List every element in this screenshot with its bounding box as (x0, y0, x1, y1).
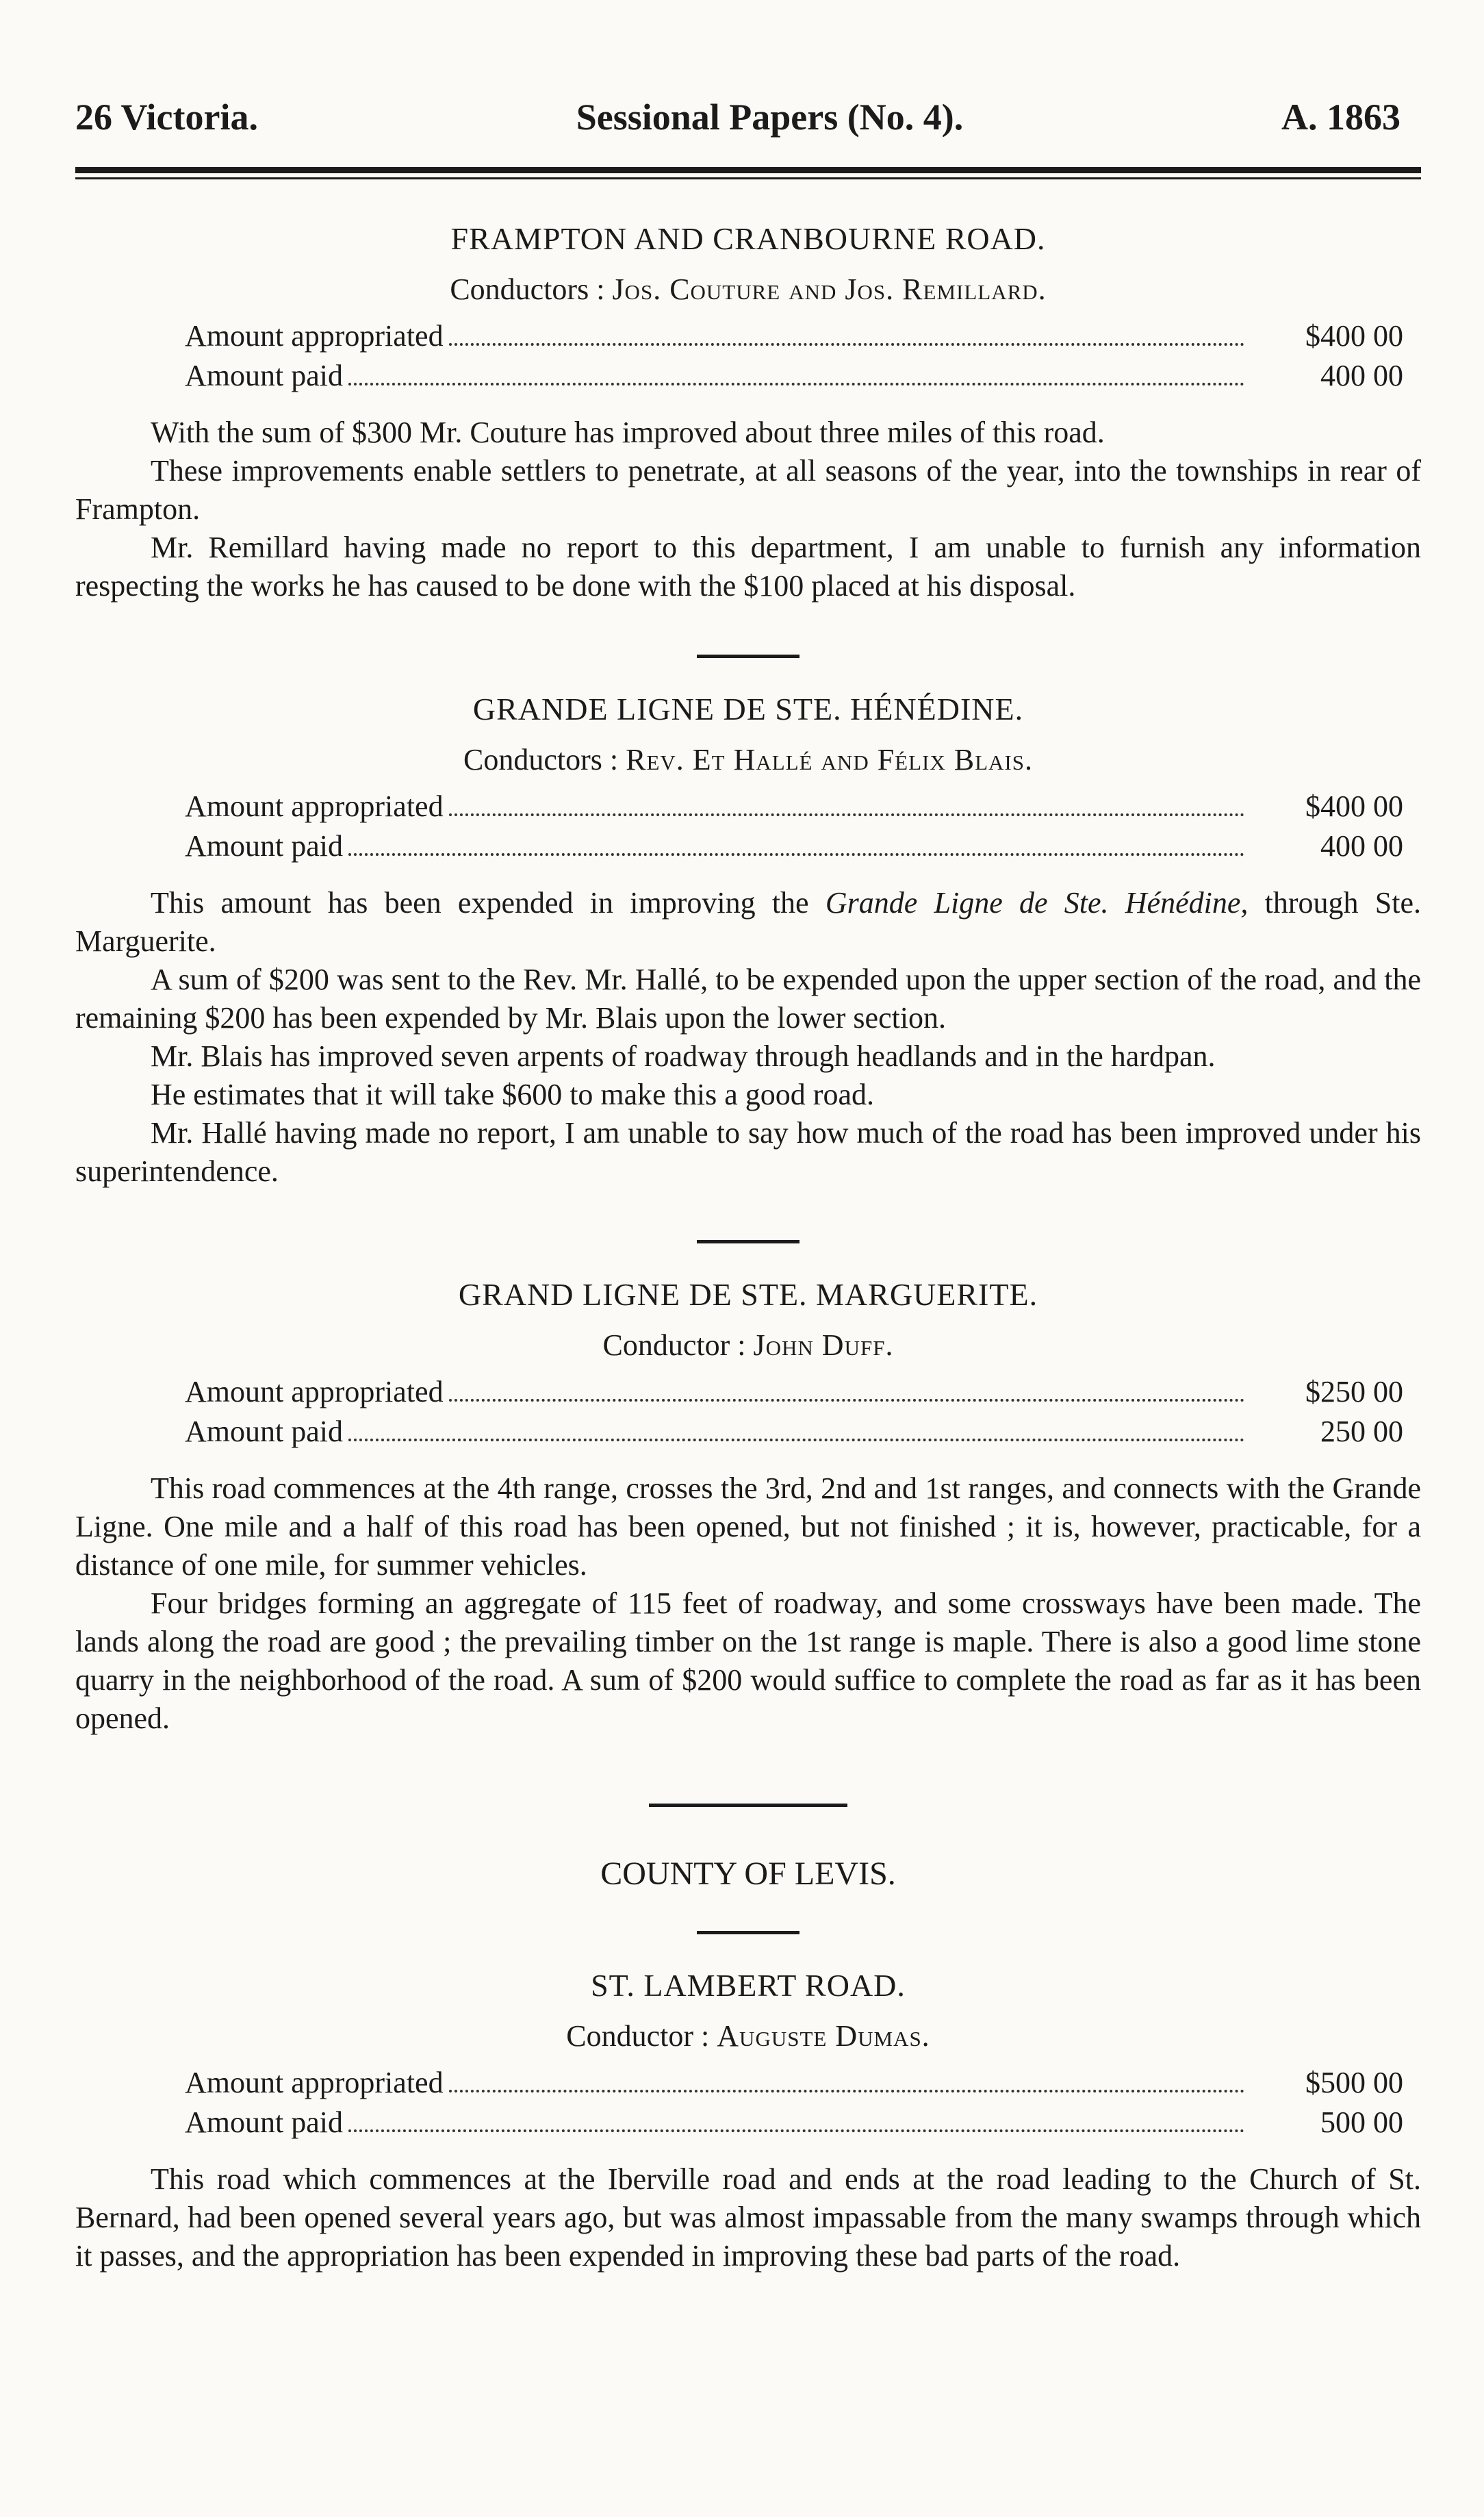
paragraph: Mr. Hallé having made no report, I am unable to say how much of the road has been improved under his superintendence. (75, 1116, 1421, 1188)
amount-appropriated-value: $250 00 (1305, 1375, 1403, 1408)
section-grand-ligne-marguerite (75, 1276, 1421, 1738)
paragraph: A sum of $200 was sent to the Rev. Mr. Hallé, to be expended upon the upper section of the road, and the remaining $200 has been expended by Mr. Blais upon the lower section. (75, 963, 1421, 1035)
section-grande-ligne-henedine (75, 691, 1421, 1191)
leader-dots (449, 343, 1244, 346)
paragraph: These improvements enable settlers to penetrate, at all seasons of the year, into the townships in rear of Frampton. (75, 454, 1421, 526)
paragraph: Mr. Blais has improved seven arpents of roadway through headlands and in the hardpan. (151, 1039, 1216, 1073)
section-divider (697, 1240, 799, 1243)
amount-paid-label: Amount paid (185, 829, 343, 863)
leader-dots (449, 1399, 1244, 1402)
header-left: 26 Victoria. (75, 97, 258, 138)
leader-dots (348, 383, 1244, 385)
conductor-names: Rev. Et Hallé and Félix Blais. (626, 743, 1033, 776)
paragraph (75, 884, 1421, 961)
leader-dots (348, 2129, 1244, 2132)
section-title: GRANDE LIGNE DE STE. HÉNÉDINE. (472, 692, 1024, 726)
amounts-block (75, 1372, 1421, 1452)
amount-paid-label: Amount paid (185, 2105, 343, 2139)
conductor-line (75, 742, 1421, 777)
header-right: A. 1863 (1281, 97, 1400, 138)
county-heading: COUNTY OF LEVIS. (600, 1856, 896, 1892)
section-title: FRAMPTON AND CRANBOURNE ROAD. (450, 221, 1046, 256)
paragraph: This road which commences at the Iberville road and ends at the road leading to the Church of St. Bernard, had been opened several years ago, but was almost impassable from the many swamps through which it passes, and the appropriation has been expended in improving these bad parts of the road. (75, 2162, 1421, 2273)
amount-appropriated-row (185, 1372, 1403, 1412)
amount-appropriated-value: $500 00 (1305, 2066, 1403, 2099)
amount-appropriated-row (185, 316, 1403, 356)
amount-appropriated-value: $400 00 (1305, 789, 1403, 823)
section-body (75, 2160, 1421, 2275)
amount-appropriated-label: Amount appropriated (185, 2066, 444, 2099)
amounts-block (75, 316, 1421, 396)
amount-appropriated-row (185, 787, 1403, 826)
section-body (75, 1469, 1421, 1738)
section-divider (697, 1931, 799, 1934)
paragraph-text: through Ste. Marguerite. (75, 886, 1421, 958)
amount-paid-value: 400 00 (1320, 359, 1403, 392)
amount-paid-label: Amount paid (185, 1415, 343, 1448)
paragraph: He estimates that it will take $600 to make this a good road. (151, 1078, 874, 1111)
amount-paid-row (185, 2103, 1403, 2142)
road-name-italic: Grande Ligne de Ste. Hénédine, (825, 886, 1249, 920)
amounts-block (75, 787, 1421, 866)
leader-dots (348, 853, 1244, 856)
section-body (75, 884, 1421, 1191)
paragraph: This road commences at the 4th range, crosses the 3rd, 2nd and 1st ranges, and connects with the Grande Ligne. One mile and a half of this road has been opened, but not finished ; it is, however, practicable, for a distance of one mile, for summer vehicles. (75, 1471, 1421, 1582)
amount-paid-value: 500 00 (1320, 2105, 1403, 2139)
leader-dots (449, 2090, 1244, 2092)
amount-paid-row (185, 356, 1403, 396)
amount-appropriated-label: Amount appropriated (185, 319, 444, 353)
amount-paid-value: 250 00 (1320, 1415, 1403, 1448)
conductor-prefix: Conductors : (450, 273, 605, 306)
leader-dots (449, 813, 1244, 816)
amount-paid-label: Amount paid (185, 359, 343, 392)
amount-appropriated-label: Amount appropriated (185, 789, 444, 823)
amount-appropriated-row (185, 2063, 1403, 2103)
paragraph: With the sum of $300 Mr. Couture has improved about three miles of this road. (151, 416, 1105, 449)
header-rule-thick (75, 167, 1421, 173)
conductor-names: Auguste Dumas. (717, 2019, 930, 2053)
conductor-line (75, 1328, 1421, 1363)
amount-appropriated-value: $400 00 (1305, 319, 1403, 353)
amount-appropriated-label: Amount appropriated (185, 1375, 444, 1408)
conductor-line (75, 2019, 1421, 2053)
section-body (75, 414, 1421, 605)
section-title: ST. LAMBERT ROAD. (591, 1968, 906, 2003)
section-frampton-road (75, 220, 1421, 605)
amount-paid-row (185, 1412, 1403, 1452)
conductor-names: John Duff. (753, 1328, 894, 1362)
conductor-line (75, 272, 1421, 307)
conductor-prefix: Conductors : (463, 743, 619, 776)
running-header (75, 96, 1421, 138)
conductor-prefix: Conductor : (566, 2019, 710, 2053)
amount-paid-value: 400 00 (1320, 829, 1403, 863)
section-divider (697, 655, 799, 658)
header-center: Sessional Papers (No. 4). (576, 97, 964, 138)
conductor-names: Jos. Couture and Jos. Remillard. (612, 273, 1047, 306)
paragraph: Four bridges forming an aggregate of 115 feet of roadway, and some crossways have been made. The lands along the road are good ; the prevailing timber on the 1st range is maple. There is also a good lime stone quarry in the neighborhood of the road. A sum of $200 would suffice to complete the road as far as it has been opened. (75, 1586, 1421, 1735)
leader-dots (348, 1439, 1244, 1441)
conductor-prefix: Conductor : (602, 1328, 746, 1362)
paragraph-text: This amount has been expended in improving the (151, 886, 826, 920)
section-st-lambert-road (75, 1967, 1421, 2275)
section-title: GRAND LIGNE DE STE. MARGUERITE. (458, 1277, 1038, 1312)
amounts-block (75, 2063, 1421, 2142)
paragraph: Mr. Remillard having made no report to this department, I am unable to furnish any information respecting the works he has caused to be done with the $100 placed at his disposal. (75, 531, 1421, 603)
county-divider (649, 1804, 847, 1807)
amount-paid-row (185, 826, 1403, 866)
header-rule-thin (75, 177, 1421, 179)
